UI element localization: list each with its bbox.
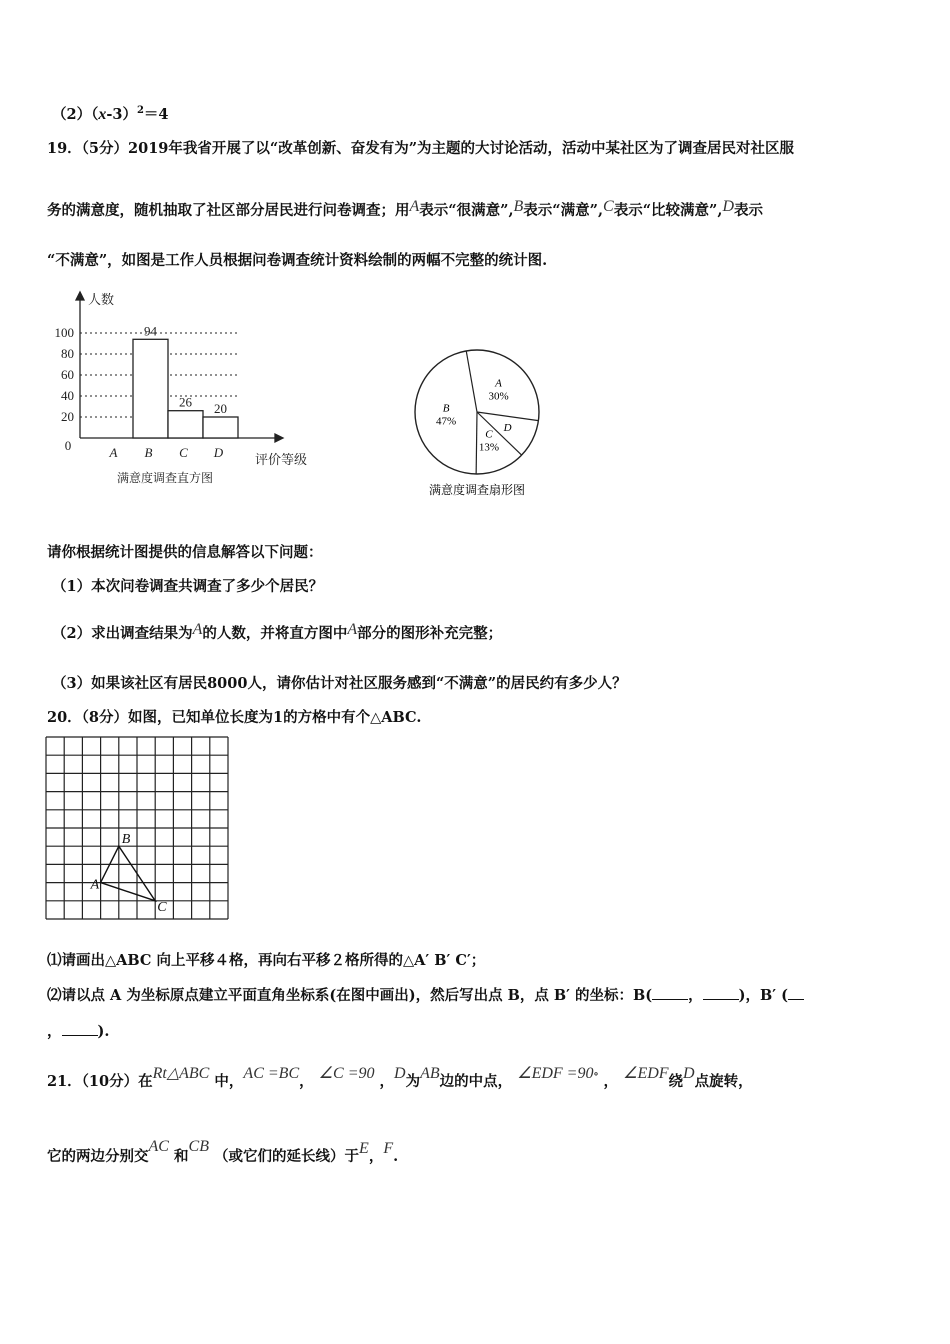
q20-sub2-cont: ， ). bbox=[47, 1023, 110, 1040]
x-tick-label: A bbox=[109, 445, 118, 460]
bar-label-D: 20 bbox=[214, 401, 227, 416]
x-axis-title: 评价等级 bbox=[255, 452, 308, 467]
q19-prompt: 请你根据统计图提供的信息解答以下问题： bbox=[47, 544, 323, 561]
pie-chart bbox=[410, 345, 560, 505]
q21-line2: 它的两边分别交AC 和CB （或它们的延长线）于E，F. bbox=[47, 1138, 399, 1165]
x-tick-label: D bbox=[213, 445, 224, 460]
slice-label-D: D bbox=[503, 421, 512, 434]
q19-sub2: （2）求出调查结果为A的人数，并将直方图中A部分的图形补充完整； bbox=[52, 621, 503, 642]
histogram-chart bbox=[40, 288, 370, 498]
triangle-abc bbox=[101, 846, 156, 901]
chart-title: 满意度调查直方图 bbox=[116, 471, 214, 485]
bar-D bbox=[203, 417, 238, 438]
y-axis-title: 人数 bbox=[88, 292, 115, 307]
y-axis-arrow bbox=[76, 292, 84, 300]
q20-header: 20．（8分）如图，已知单位长度为1的方格中有个△ABC. bbox=[47, 709, 422, 726]
origin-label: 0 bbox=[64, 438, 72, 453]
answer-blank-b-prime-y[interactable] bbox=[62, 1023, 98, 1036]
slice-pct-C: 13% bbox=[478, 441, 499, 454]
bar-label-B: 94 bbox=[144, 323, 157, 339]
y-tick-label: 80 bbox=[61, 346, 74, 361]
q21-line1: 21．（10分）在Rt△ABC 中，AC =BC， ∠C =90 ，D为AB边的中点， ∠EDF =90° ， ∠EDF绕D点旋转， bbox=[47, 1065, 753, 1090]
answer-blank-b-prime-x[interactable] bbox=[788, 987, 804, 1000]
y-tick-label: 20 bbox=[61, 409, 74, 424]
slice-label-B: B bbox=[442, 402, 450, 415]
slice-pct-B: 47% bbox=[436, 415, 457, 428]
grid-figure bbox=[44, 735, 234, 925]
vertex-label-c: C bbox=[157, 899, 167, 915]
slice-pct-A: 30% bbox=[488, 390, 509, 403]
x-tick-label: B bbox=[144, 445, 153, 460]
x-tick-label: C bbox=[179, 445, 188, 460]
answer-blank-b-y[interactable] bbox=[703, 987, 739, 1000]
y-tick-label: 100 bbox=[54, 325, 74, 340]
q19-sub1: （1）本次问卷调查共调查了多少个居民？ bbox=[52, 578, 324, 595]
answer-blank-b-x[interactable] bbox=[652, 987, 688, 1000]
bar-C bbox=[168, 411, 203, 438]
q19-sub3: （3）如果该社区有居民8000人，请你估计对社区服务感到“不满意”的居民约有多少人？ bbox=[52, 675, 627, 692]
y-tick-label: 60 bbox=[61, 367, 74, 382]
q20-sub2: ⑵请以点 A 为坐标原点建立平面直角坐标系(在图中画出)，然后写出点 B，点 B′ 的坐标：B( ， )，B′ ( bbox=[47, 984, 804, 1005]
q19-line3: “不满意”，如图是工作人员根据问卷调查统计资料绘制的两幅不完整的统计图. bbox=[47, 252, 548, 269]
bar-B bbox=[133, 339, 168, 438]
q19-line2: 务的满意度，随机抽取了社区部分居民进行问卷调查；用A表示“很满意”,B表示“满意”,C表示“比较满意”,D表示 bbox=[47, 198, 763, 219]
vertex-label-b: B bbox=[121, 832, 131, 848]
y-tick-label: 40 bbox=[61, 388, 74, 403]
slice-label-C: C bbox=[485, 428, 493, 441]
pie-title: 满意度调查扇形图 bbox=[428, 483, 526, 497]
q18-part2: $(2)(x-3)^2=4$ bbox=[52, 105, 169, 123]
q20-sub1: ⑴请画出△ABC 向上平移４格，再向右平移２格所得的△A′ B′ C′； bbox=[47, 952, 486, 969]
slice-label-A: A bbox=[495, 377, 502, 390]
bar-label-C: 26 bbox=[179, 394, 192, 410]
q19-header: 19．（5分）2019年我省开展了以“改革创新、奋发有为”为主题的大讨论活动，活动中某社区为了调查居民对社区服 bbox=[47, 140, 795, 157]
vertex-label-a: A bbox=[90, 877, 100, 893]
x-axis-arrow bbox=[275, 434, 283, 442]
